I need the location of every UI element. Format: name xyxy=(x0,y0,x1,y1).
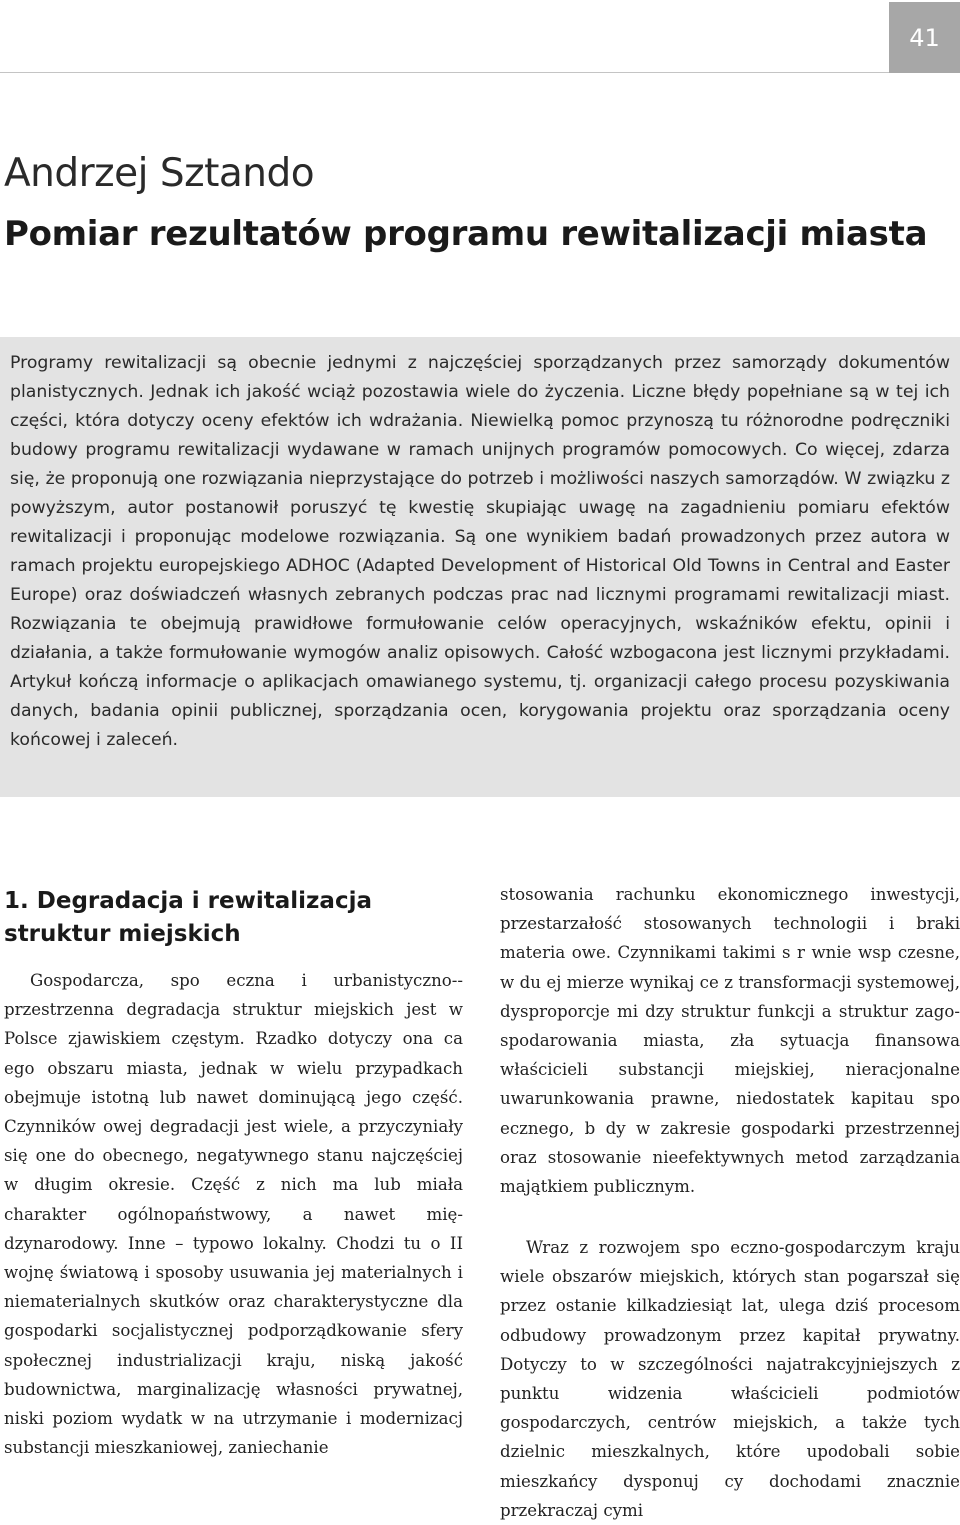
right-column-paragraph-2: Wraz z rozwojem spo eczno-gospodarczym kraju wiele obszarów miejskich, których stan pogarszał się przez ostanie kilkadziesiąt lat, ulega dziś procesom odbudowy prowadzonym przez kapitał prywatny. Dotyczy to w szczególności najatrakcyjniejszych z punktu widzenia właścicieli podmiotów gospodarczych, centrów miejskich, a także tych dzielnic mieszkalnych, które upodobali sobie mieszkańcy dysponuj cy dochodami znacznie przekraczaj cymi xyxy=(500,1238,960,1520)
article-title: Pomiar rezultatów programu rewitalizacji miasta xyxy=(4,214,928,254)
author-name: Andrzej Sztando xyxy=(4,151,315,196)
header-rule xyxy=(0,72,889,73)
abstract-box xyxy=(0,337,960,797)
section-heading: 1. Degradacja i rewitalizacja struktur miejskich xyxy=(4,888,372,947)
right-column-paragraph-1: stosowania rachunku ekonomicznego inwestycji, przestarzałość stosowanych technologii i braki materia owe. Czynnikami takimi s r wnie wsp czesne, w du ej mierze wynikaj ce z transformacji systemowej, dysproporcje mi dzy struktur funkcji a struktur zagospodarowania miasta, zła sytuacja finansowa właścicieli substancji miejskiej, nieracjonalne uwarunkowania prawne, niedostatek kapitau spo ecznego, b dy w zakresie gospodarki przestrzennej oraz stosowanie nieefektywnych metod zarządzania majątkiem publicznym. xyxy=(500,885,960,1197)
left-column-paragraph: Gospodarcza, spo eczna i urbanistyczno-przestrzenna degradacja struktur miejskich jest w Polsce zjawiskiem częstym. Rzadko dotyczy ona ca ego obszaru miasta, jednak w wielu przypadkach obejmuje istotną lub nawet dominującą jego część. Czynników owej degradacji jest wiele, a przyczyniały się one do obecnego, negatywnego stanu najczęściej w długim okresie. Część z nich ma lub miała charakter ogólnopaństwowy, a nawet międzynarodowy. Inne – typowo lokalny. Chodzi tu o II wojnę światową i sposoby usuwania jej materialnych i niematerialnych skutków oraz charakterystyczne dla gospodarki socjalistycznej podporządkowanie sfery społecznej industrializacji kraju, niską jakość budownictwa, marginalizację własności prywatnej, niski poziom wydatk w na utrzymanie i modernizacj substancji mieszkaniowej, zaniechanie xyxy=(4,971,463,1458)
abstract-text: Programy rewitalizacji są obecnie jednymi z najczęściej sporządzanych przez samorządy dokumentów planistycznych. Jednak ich jakość wciąż pozostawia wiele do życzenia. Liczne błędy popełniane są w tej ich części, która dotyczy oceny efektów ich wdrażania. Niewielką pomoc przynoszą tu różnorodne podręczniki budowy programu rewitalizacji wydawane w ramach unijnych programów pomocowych. Co więcej, zdarza się, że proponują one rozwiązania nieprzystające do potrzeb i możliwości naszych samorządów. W związku z powyższym, autor postanowił poruszyć tę kwestię skupiając uwagę na zagadnieniu pomiaru efektów rewitalizacji i proponując modelowe rozwiązania. Są one wynikiem badań prowadzonych przez autora w ramach projektu europejskiego ADHOC (Adapted Development of Historical Old Towns in Central and Easter Europe) oraz doświadczeń własnych zebranych podczas prac nad licznymi programami rewitalizacji miast. Rozwiązania te obejmują prawidłowe formułowanie celów operacyjnych, wskaźników efektu, opinii i działania, a także formułowanie wymogów analiz opisowych. Całość wzbogacona jest licznymi przykładami. Artykuł kończą informacje o aplikacjach omawianego systemu, tj. organizacji całego procesu pozyskiwania danych, badania opinii publicznej, sporządzania ocen, korygowania projektu oraz sporządzania oceny końcowej i zaleceń. xyxy=(10,353,950,750)
page-number: 41 xyxy=(889,2,960,73)
